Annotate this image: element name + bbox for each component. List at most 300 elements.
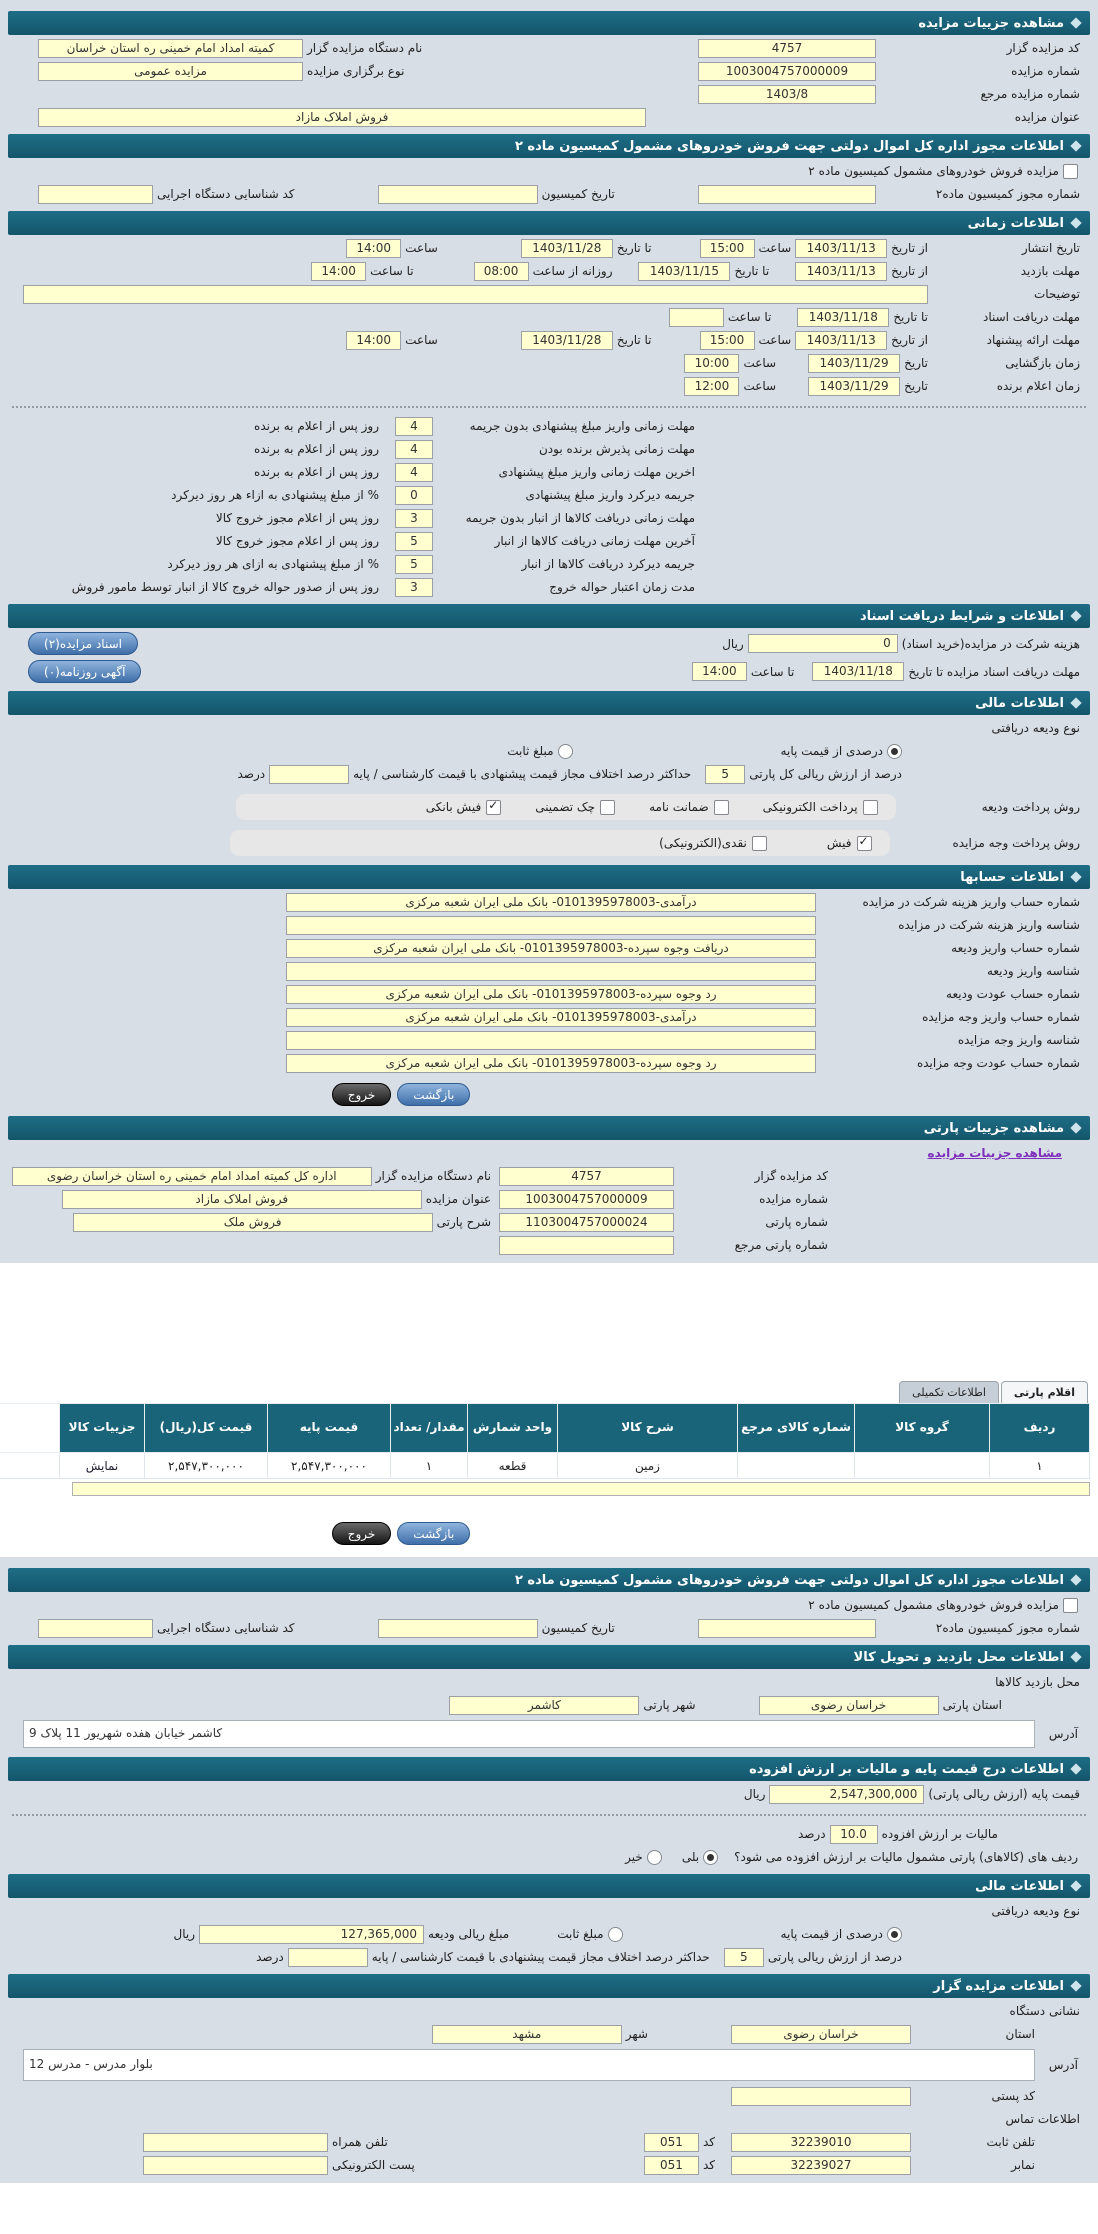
bidder-name-label: نام دستگاه مزایده گزار xyxy=(307,41,423,55)
form-row xyxy=(8,1672,1090,1692)
section-financial-2 xyxy=(8,1874,1090,1898)
column-header: گروه کالا xyxy=(855,1404,990,1453)
contact-info-label: اطلاعات تماس xyxy=(1005,2112,1080,2126)
commission-auction-checkbox[interactable] xyxy=(1063,164,1078,179)
form-row xyxy=(8,1212,1090,1232)
table-body xyxy=(0,1453,1090,1479)
field-label: درصد xyxy=(237,767,266,781)
section-header-icon xyxy=(1070,1574,1081,1585)
address-field[interactable]: بلوار مدرس - مدرس 12 xyxy=(23,2049,1035,2081)
percent-party-label: درصد از ارزش ریالی پارتی xyxy=(767,1950,902,1964)
percent-of-base-radio-2[interactable] xyxy=(887,1927,902,1942)
party-province-field[interactable]: خراسان رضوی xyxy=(759,1696,939,1715)
auction-title-field[interactable]: فروش املاک مازاد xyxy=(38,108,646,127)
table-cell: ۲,۵۴۷,۳۰۰,۰۰۰ xyxy=(268,1453,391,1479)
payment-return-account-field[interactable]: رد وجوه سپرده-0101395978003- بانک ملی ایران شعبه مرکزی xyxy=(286,1054,816,1073)
commission-date-label: تاریخ کمیسیون xyxy=(541,187,615,201)
table-cell xyxy=(738,1453,855,1479)
fixed-amount-radio-2[interactable] xyxy=(608,1927,623,1942)
bidder-name-field[interactable]: کمیته امداد امام خمینی ره استان خراسان xyxy=(38,39,303,58)
section-financial xyxy=(8,691,1090,715)
auction-docs-button[interactable]: اسناد مزایده(۲) xyxy=(28,632,138,655)
form-row xyxy=(8,792,1090,822)
percent-total-field[interactable]: 5 xyxy=(705,765,745,784)
bank-receipt-checkbox[interactable] xyxy=(486,800,501,815)
section-header-title: مشاهده جزییات پارتی xyxy=(923,1120,1064,1136)
ref-auction-number-label: شماره مزایده مرجع xyxy=(980,87,1080,101)
exit-permit-validity-label: مدت زمان اعتبار حواله خروج xyxy=(549,580,695,594)
section-header-title: اطلاعات حسابها xyxy=(960,869,1064,885)
section-base-price-vat xyxy=(8,1757,1090,1781)
vat-no-label: خیر xyxy=(625,1850,643,1864)
field-label: تا ساعت xyxy=(750,664,795,679)
pickup-no-penalty-days-field[interactable]: 3 xyxy=(395,509,433,528)
phone-code-field[interactable]: 051 xyxy=(644,2133,699,2152)
section-header-title: اطلاعات مجوز اداره کل اموال دولتی جهت فروش خودروهای مشمول کمیسیون ماده ۲ xyxy=(514,138,1064,154)
pager-strip xyxy=(72,1482,1090,1496)
action-buttons xyxy=(0,1083,950,1106)
form-row xyxy=(8,2047,1090,2083)
field-label: روزانه از ساعت xyxy=(532,264,613,278)
form-row xyxy=(8,107,1090,127)
tab-party-items[interactable]: اقلام پارتی xyxy=(1001,1381,1088,1403)
field-label: ساعت xyxy=(405,333,438,347)
commission-permit-number-field[interactable] xyxy=(698,185,876,204)
phone-code-label: کد xyxy=(702,2135,715,2149)
table-head xyxy=(0,1404,1090,1453)
party-auction-title-field[interactable]: فروش املاک مازاد xyxy=(62,1190,422,1209)
publish-to-time-field[interactable]: 14:00 xyxy=(346,239,401,258)
winner-announce-label: زمان اعلام برنده xyxy=(996,379,1080,393)
form-row xyxy=(8,84,1090,104)
form-row xyxy=(8,184,1090,204)
option-item xyxy=(426,800,501,815)
participation-fee-field[interactable]: 0 xyxy=(748,634,898,653)
field-label: % از مبلغ پیشنهادی به ازای هر روز دیرکرد xyxy=(167,557,379,571)
commission-permit-number-label-2: شماره مجوز کمیسیون ماده۲ xyxy=(935,1621,1080,1635)
party-bidder-name-label: نام دستگاه مزایده گزار xyxy=(375,1169,491,1183)
deposit-payment-options xyxy=(236,794,896,820)
form-row xyxy=(8,1824,1090,1844)
deposit-amount-field[interactable]: 127,365,000 xyxy=(199,1925,424,1944)
vat-no-radio[interactable] xyxy=(647,1850,662,1865)
docs-receive-date-field[interactable]: 1403/11/18 xyxy=(812,662,904,681)
address-label: آدرس xyxy=(1048,2058,1078,2072)
exit-button-2[interactable]: خروج xyxy=(332,1522,392,1545)
form-row xyxy=(8,161,1090,181)
opening-time-field[interactable]: 10:00 xyxy=(684,354,739,373)
deposit-delay-penalty-field[interactable]: 0 xyxy=(395,486,433,505)
table-row xyxy=(0,1453,1090,1479)
fee-deposit-id-label: شناسه واریز هزینه شرکت در مزایده xyxy=(898,918,1080,932)
opening-date-field[interactable]: 1403/11/29 xyxy=(808,354,900,373)
fax-code-label: کد xyxy=(702,2158,715,2172)
accept-win-days-field[interactable]: 4 xyxy=(395,440,433,459)
electronic-payment-checkbox[interactable] xyxy=(863,800,878,815)
deposit-delay-penalty-label: جریمه دیرکرد واریز مبلغ پیشنهادی xyxy=(525,488,695,502)
form-row xyxy=(8,659,1090,684)
payment-account-field[interactable]: درآمدی-0101395978003- بانک ملی ایران شعبه مرکزی xyxy=(286,1008,816,1027)
winner-date-field[interactable]: 1403/11/29 xyxy=(808,377,900,396)
fixed-amount-radio[interactable] xyxy=(558,744,573,759)
visit-deadline-label: مهلت بازدید xyxy=(1020,264,1080,278)
form-row xyxy=(8,1947,1090,1967)
field-label: تا تاریخ xyxy=(893,310,928,324)
field-label: درصد xyxy=(256,1950,284,1964)
deposit-return-account-label: شماره حساب عودت ودیعه xyxy=(946,987,1080,1001)
offer-from-date-field[interactable]: 1403/11/13 xyxy=(795,331,887,350)
form-row xyxy=(8,1007,1090,1027)
fixed-amount-label-2: مبلغ ثابت xyxy=(557,1927,604,1941)
visit-daily-to-time-field[interactable]: 14:00 xyxy=(311,262,366,281)
form-row xyxy=(8,718,1090,738)
form-row xyxy=(8,1030,1090,1050)
percent-of-base-radio[interactable] xyxy=(887,744,902,759)
certified-check-checkbox-label: چک تضمینی xyxy=(535,800,596,814)
form-row xyxy=(8,764,1090,784)
form-row xyxy=(8,1053,1090,1073)
publish-date-label: تاریخ انتشار xyxy=(1021,241,1080,255)
form-row xyxy=(8,416,1090,436)
mobile-field[interactable] xyxy=(143,2133,328,2152)
vertical-gap xyxy=(0,1263,1098,1381)
form-row xyxy=(8,1695,1090,1715)
party-auction-number-field[interactable]: 1003004757000009 xyxy=(499,1190,674,1209)
postal-code-field[interactable] xyxy=(731,2087,911,2106)
docs-deadline-label: مهلت دریافت اسناد xyxy=(982,310,1080,324)
field-label: ریال xyxy=(173,1927,196,1941)
party-address-label: آدرس xyxy=(1048,1727,1078,1741)
percent-party-field[interactable]: 5 xyxy=(724,1948,764,1967)
field-label: روز پس از صدور حواله خروج کالا از انبار توسط مامور فروش xyxy=(71,580,379,594)
pickup-delay-penalty-field[interactable]: 5 xyxy=(395,555,433,574)
fee-deposit-id-field[interactable] xyxy=(286,916,816,935)
auction-type-field[interactable]: مزایده عمومی xyxy=(38,62,303,81)
form-row xyxy=(8,2001,1090,2021)
commission-date-field-2[interactable] xyxy=(378,1619,538,1638)
pickup-last-days-field[interactable]: 5 xyxy=(395,532,433,551)
form-row xyxy=(8,1924,1090,1944)
form-row xyxy=(8,2155,1090,2175)
newspaper-ad-button[interactable]: آگهی روزنامه(۰) xyxy=(28,660,141,683)
fax-field[interactable]: 32239027 xyxy=(731,2156,911,2175)
section-docs-terms xyxy=(8,604,1090,628)
form-row xyxy=(8,485,1090,505)
field-label: از تاریخ xyxy=(891,241,928,255)
province-label: استان xyxy=(1005,2027,1035,2041)
percent-of-base-label-2: درصدی از قیمت پایه xyxy=(780,1927,883,1941)
tab-additional-info[interactable]: اطلاعات تکمیلی xyxy=(899,1381,999,1403)
city-field[interactable]: مشهد xyxy=(432,2025,622,2044)
form-row xyxy=(8,261,1090,281)
form-row xyxy=(8,631,1090,656)
section-header-title: اطلاعات مزایده گزار xyxy=(933,1978,1064,1994)
vertical-gap xyxy=(0,1496,1098,1512)
deposit-type-label-2: نوع ودیعه دریافتی xyxy=(991,1904,1080,1918)
bank-receipt-checkbox-label: فیش بانکی xyxy=(425,800,482,814)
option-item xyxy=(827,836,872,851)
vat-field[interactable]: 10.0 xyxy=(830,1825,878,1844)
back-button[interactable]: بازگشت xyxy=(397,1083,470,1106)
column-header: شماره کالای مرجع xyxy=(738,1404,855,1453)
form-row xyxy=(8,284,1090,304)
base-price-label: قیمت پایه (ارزش ریالی پارتی) xyxy=(928,1787,1080,1801)
auction-number-field[interactable]: 1003004757000009 xyxy=(698,62,876,81)
view-auction-details-link[interactable]: مشاهده جزییات مزایده xyxy=(927,1146,1062,1160)
docs-receive-time-field[interactable]: 14:00 xyxy=(692,662,747,681)
notes-field[interactable] xyxy=(23,285,928,304)
dashed-divider xyxy=(12,1814,1086,1816)
section-header-icon xyxy=(1070,1763,1081,1774)
field-label: روز پس از اعلام به برنده xyxy=(254,442,379,456)
receipt-checkbox[interactable] xyxy=(857,836,872,851)
auction-number-label: شماره مزایده xyxy=(1011,64,1080,78)
section-header-title: اطلاعات مالی xyxy=(975,695,1064,711)
payment-return-account-label: شماره حساب عودت وجه مزایده xyxy=(916,1056,1080,1070)
deposit-type-label: نوع ودیعه دریافتی xyxy=(991,721,1080,735)
option-item xyxy=(649,800,729,815)
form-row xyxy=(8,1166,1090,1186)
phone-field[interactable]: 32239010 xyxy=(731,2133,911,2152)
payment-id-label: شناسه واریز وجه مزایده xyxy=(957,1033,1080,1047)
publish-from-date-field[interactable]: 1403/11/13 xyxy=(795,239,887,258)
city-label: شهر xyxy=(625,2027,648,2041)
form-row xyxy=(8,508,1090,528)
commission-date-field[interactable] xyxy=(378,185,538,204)
party-city-field[interactable]: کاشمر xyxy=(449,1696,639,1715)
max-diff-label-2: حداکثر درصد اختلاف مجاز قیمت پیشنهادی با قیمت کارشناسی / پایه xyxy=(371,1950,710,1964)
section-header-icon xyxy=(1070,610,1081,621)
fee-deposit-account-field[interactable]: درآمدی-0101395978003- بانک ملی ایران شعبه مرکزی xyxy=(286,893,816,912)
auction-payment-options xyxy=(230,830,890,856)
form-row xyxy=(8,892,1090,912)
field-label: ساعت xyxy=(405,241,438,255)
section-party-details xyxy=(8,1116,1090,1140)
winner-time-field[interactable]: 12:00 xyxy=(684,377,739,396)
form-row xyxy=(8,238,1090,258)
form-row xyxy=(8,307,1090,327)
party-number-field[interactable]: 1103004757000024 xyxy=(499,1213,674,1232)
visit-daily-from-time-field[interactable]: 08:00 xyxy=(474,262,529,281)
column-header: ردیف xyxy=(990,1404,1090,1453)
action-buttons xyxy=(0,1522,950,1545)
empty-column-header xyxy=(0,1404,60,1453)
tab-bar xyxy=(10,1381,1088,1403)
party-items-zone xyxy=(0,1263,1098,1557)
deposit-id-label: شناسه واریز ودیعه xyxy=(986,964,1080,978)
section-header-icon xyxy=(1070,17,1081,28)
field-label: تا ساعت xyxy=(727,310,772,324)
commission-permit-number-field-2[interactable] xyxy=(698,1619,876,1638)
bidder-code-field[interactable]: 4757 xyxy=(698,39,876,58)
agency-address-label: نشانی دستگاه xyxy=(1009,2004,1080,2018)
party-ref-number-label: شماره پارتی مرجع xyxy=(734,1238,828,1252)
auction-title-label: عنوان مزایده xyxy=(1014,110,1080,124)
deposit-no-penalty-days-label: مهلت زمانی واریز مبلغ پیشنهادی بدون جریمه xyxy=(469,419,695,433)
participation-fee-label: هزینه شرکت در مزایده(خرید اسناد) xyxy=(901,636,1080,651)
party-items-table xyxy=(0,1403,1090,1479)
agency-id-field[interactable] xyxy=(38,185,153,204)
section-header-title: اطلاعات درج قیمت پایه و مالیات بر ارزش افزوده xyxy=(749,1761,1064,1777)
offer-to-time-field[interactable]: 14:00 xyxy=(346,331,401,350)
table-cell: قطعه xyxy=(468,1453,558,1479)
deposit-id-field[interactable] xyxy=(286,962,816,981)
field-label: % از مبلغ پیشنهادی به ازاء هر روز دیرکرد xyxy=(171,488,379,502)
section-header-icon xyxy=(1070,217,1081,228)
auction-payment-method-label: روش پرداخت وجه مزایده xyxy=(952,836,1080,850)
form-row xyxy=(8,1595,1090,1615)
party-description-field[interactable]: فروش ملک xyxy=(73,1213,433,1232)
accept-win-days-label: مهلت زمانی پذیرش برنده بودن xyxy=(538,442,695,456)
field-label: تا ساعت xyxy=(370,264,414,278)
commission-auction-checkbox-label: مزایده فروش خودروهای مشمول کمیسیون ماده ۲ xyxy=(808,164,1059,178)
table-cell: زمین xyxy=(558,1453,738,1479)
docs-deadline-date-field[interactable]: 1403/11/18 xyxy=(797,308,889,327)
section-header-title: اطلاعات مالی xyxy=(975,1878,1064,1894)
field-label: تاریخ xyxy=(904,379,928,393)
party-auction-title-label: عنوان مزایده xyxy=(425,1192,491,1206)
column-header: قیمت کل(ریال) xyxy=(145,1404,268,1453)
party-province-label: استان پارتی xyxy=(942,1698,1002,1712)
pickup-delay-penalty-label: جریمه دیرکرد دریافت کالاها از انبار xyxy=(521,557,695,571)
form-row xyxy=(8,984,1090,1004)
vat-applicable-label: ردیف های (کالاهای) پارتی مشمول مالیات بر ارزش افزوده می شود؟ xyxy=(734,1850,1078,1864)
form-row xyxy=(8,554,1090,574)
form-row xyxy=(8,961,1090,981)
opening-time-label: زمان بازگشایی xyxy=(1005,356,1080,370)
deposit-last-days-field[interactable]: 4 xyxy=(395,463,433,482)
table-cell: ۱ xyxy=(990,1453,1090,1479)
base-price-field[interactable]: 2,547,300,000 xyxy=(769,1785,924,1804)
field-label: ساعت xyxy=(758,241,792,255)
offer-deadline-label: مهلت ارائه پیشنهاد xyxy=(986,333,1080,347)
pickup-last-days-label: آخرین مهلت زمانی دریافت کالاها از انبار xyxy=(494,534,695,548)
deposit-no-penalty-days-field[interactable]: 4 xyxy=(395,417,433,436)
max-diff-field[interactable] xyxy=(269,765,349,784)
column-header: مقدار/ تعداد xyxy=(391,1404,468,1453)
max-diff-field-2[interactable] xyxy=(288,1948,368,1967)
fax-code-field[interactable]: 051 xyxy=(644,2156,699,2175)
section-header-icon xyxy=(1070,697,1081,708)
offer-from-time-field[interactable]: 15:00 xyxy=(700,331,755,350)
form-row xyxy=(8,38,1090,58)
column-header: قیمت پایه xyxy=(268,1404,391,1453)
section-time-info xyxy=(8,211,1090,235)
section-header-title: اطلاعات و شرایط دریافت اسناد xyxy=(859,608,1064,624)
option-item xyxy=(535,800,615,815)
auction-type-label: نوع برگزاری مزایده xyxy=(307,64,405,78)
commission-date-label-2: تاریخ کمیسیون xyxy=(541,1621,615,1635)
exit-permit-validity-field[interactable]: 3 xyxy=(395,578,433,597)
section-header-title: اطلاعات مجوز اداره کل اموال دولتی جهت فروش خودروهای مشمول کمیسیون ماده ۲ xyxy=(514,1572,1064,1588)
section-header-title: اطلاعات زمانی xyxy=(967,215,1064,231)
field-label: درصد xyxy=(797,1827,826,1841)
commission-auction-checkbox-2[interactable] xyxy=(1063,1598,1078,1613)
province-field[interactable]: خراسان رضوی xyxy=(731,2025,911,2044)
form-row xyxy=(8,828,1090,858)
deposit-last-days-label: اخرین مهلت زمانی واریز مبلغ پیشنهادی xyxy=(498,465,695,479)
certified-check-checkbox[interactable] xyxy=(600,800,615,815)
email-field[interactable] xyxy=(143,2156,328,2175)
docs-deadline-time-field[interactable] xyxy=(669,308,724,327)
section-header-icon xyxy=(1070,140,1081,151)
mobile-label: تلفن همراه xyxy=(332,2135,388,2149)
party-ref-number-field[interactable] xyxy=(499,1236,674,1255)
party-auction-number-label: شماره مزایده xyxy=(759,1192,828,1206)
section-header-title: اطلاعات محل بازدید و تحویل کالا xyxy=(853,1649,1064,1665)
field-label: از تاریخ xyxy=(891,264,928,278)
table-header-row xyxy=(0,1404,1090,1453)
table-cell: ۱ xyxy=(391,1453,468,1479)
email-label: پست الکترونیکی xyxy=(332,2158,415,2172)
field-label: ساعت xyxy=(743,356,777,370)
form-row xyxy=(8,439,1090,459)
docs-receive-deadline-label: مهلت دریافت اسناد مزایده تا تاریخ xyxy=(908,664,1080,679)
form-row xyxy=(8,353,1090,373)
section-header-icon xyxy=(1070,1880,1081,1891)
guarantee-checkbox[interactable] xyxy=(714,800,729,815)
pickup-no-penalty-days-label: مهلت زمانی دریافت کالاها از انبار بدون جریمه xyxy=(465,511,695,525)
form-row xyxy=(8,938,1090,958)
form-row xyxy=(8,376,1090,396)
exit-button[interactable]: خروج xyxy=(332,1083,392,1106)
party-bidder-code-field[interactable]: 4757 xyxy=(499,1167,674,1186)
field-label: تا تاریخ xyxy=(616,241,652,255)
vertical-gap xyxy=(0,1547,1098,1557)
vat-yes-radio[interactable] xyxy=(703,1850,718,1865)
form-row xyxy=(8,1189,1090,1209)
back-button-2[interactable]: بازگشت xyxy=(397,1522,470,1545)
section-header-icon xyxy=(1070,871,1081,882)
party-form-page xyxy=(0,1557,1098,2183)
form-row xyxy=(8,1718,1090,1750)
party-city-label: شهر پارتی xyxy=(643,1698,696,1712)
cash-electronic-checkbox[interactable] xyxy=(752,836,767,851)
publish-to-date-field[interactable]: 1403/11/28 xyxy=(521,239,613,258)
ref-auction-number-field[interactable]: 1403/8 xyxy=(698,85,876,104)
field-label: روز پس از اعلام به برنده xyxy=(254,419,379,433)
offer-to-date-field[interactable]: 1403/11/28 xyxy=(521,331,613,350)
deposit-return-account-field[interactable]: رد وجوه سپرده-0101395978003- بانک ملی ایران شعبه مرکزی xyxy=(286,985,816,1004)
publish-from-time-field[interactable]: 15:00 xyxy=(700,239,755,258)
section-accounts xyxy=(8,865,1090,889)
form-row xyxy=(8,1784,1090,1804)
guarantee-checkbox-label: ضمانت نامه xyxy=(649,800,709,814)
form-row xyxy=(8,61,1090,81)
commission-permit-number-label: شماره مجوز کمیسیون ماده۲ xyxy=(935,187,1080,201)
field-label: روز پس از اعلام مجوز خروج کالا xyxy=(215,534,379,548)
form-row xyxy=(8,2086,1090,2106)
deposit-account-field[interactable]: دریافت وجوه سپرده-0101395978003- بانک ملی ایران شعبه مرکزی xyxy=(286,939,816,958)
item-detail-link[interactable]: نمایش xyxy=(60,1453,145,1479)
payment-id-field[interactable] xyxy=(286,1031,816,1050)
party-address-field[interactable]: کاشمر خیابان هفده شهریور 11 پلاک 9 xyxy=(23,1720,1035,1748)
deposit-payment-method-label: روش پرداخت ودیعه xyxy=(981,800,1080,814)
form-row xyxy=(8,1235,1090,1255)
party-bidder-name-field[interactable]: اداره کل کمیته امداد امام خمینی ره استان خراسان رضوی xyxy=(12,1167,372,1186)
form-row xyxy=(8,2132,1090,2152)
visit-from-date-field[interactable]: 1403/11/13 xyxy=(795,262,887,281)
field-label: روز پس از اعلام به برنده xyxy=(254,465,379,479)
section-visit-location xyxy=(8,1645,1090,1669)
visit-to-date-field[interactable]: 1403/11/15 xyxy=(638,262,730,281)
electronic-payment-checkbox-label: پرداخت الکترونیکی xyxy=(762,800,858,814)
section-commission-permit-2 xyxy=(8,1568,1090,1592)
payment-account-label: شماره حساب واریز وجه مزایده xyxy=(922,1010,1080,1024)
percent-total-label: درصد از ارزش ریالی کل پارتی xyxy=(749,767,902,781)
table-cell xyxy=(855,1453,990,1479)
agency-id-field-2[interactable] xyxy=(38,1619,153,1638)
